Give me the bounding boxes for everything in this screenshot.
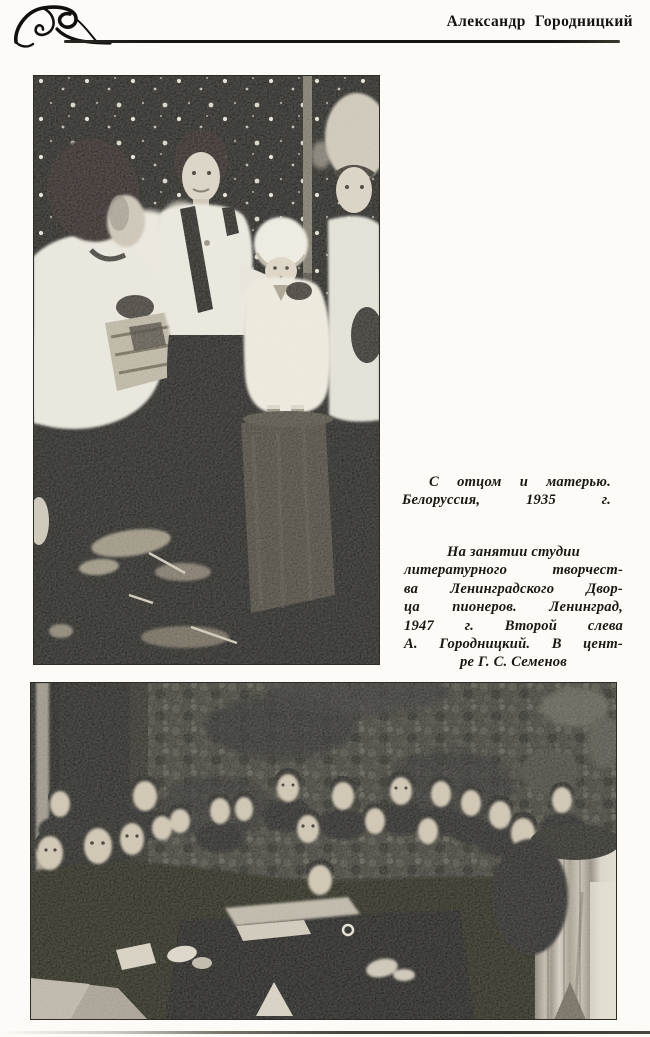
caption-line: литературного творчест- (404, 562, 623, 579)
caption-line: ре Г. С. Семенов (459, 654, 567, 671)
caption-line: ва Ленинградского Двор- (404, 580, 623, 597)
photo-family-1935 (33, 75, 380, 665)
caption-line: А. Городницкий. В цент- (404, 636, 623, 653)
caption-line: На занятии студии (447, 544, 580, 560)
flourish-ornament-icon (10, 1, 112, 51)
bottom-scan-rule (0, 1031, 650, 1034)
photo-family-art (33, 75, 380, 665)
caption-line: Белоруссия, 1935 г. (402, 492, 611, 509)
photo-studio-1947 (30, 682, 617, 1020)
header-rule (64, 40, 620, 43)
caption-line: С отцом и матерью. (429, 474, 611, 490)
caption-line: ца пионеров. Ленинград, (404, 599, 623, 616)
caption-family (402, 473, 611, 510)
caption-line: 1947 г. Второй слева (404, 617, 623, 634)
photo-studio-art (30, 682, 617, 1020)
running-header-author: Александр Городницкий (446, 13, 633, 30)
caption-studio (404, 543, 623, 672)
